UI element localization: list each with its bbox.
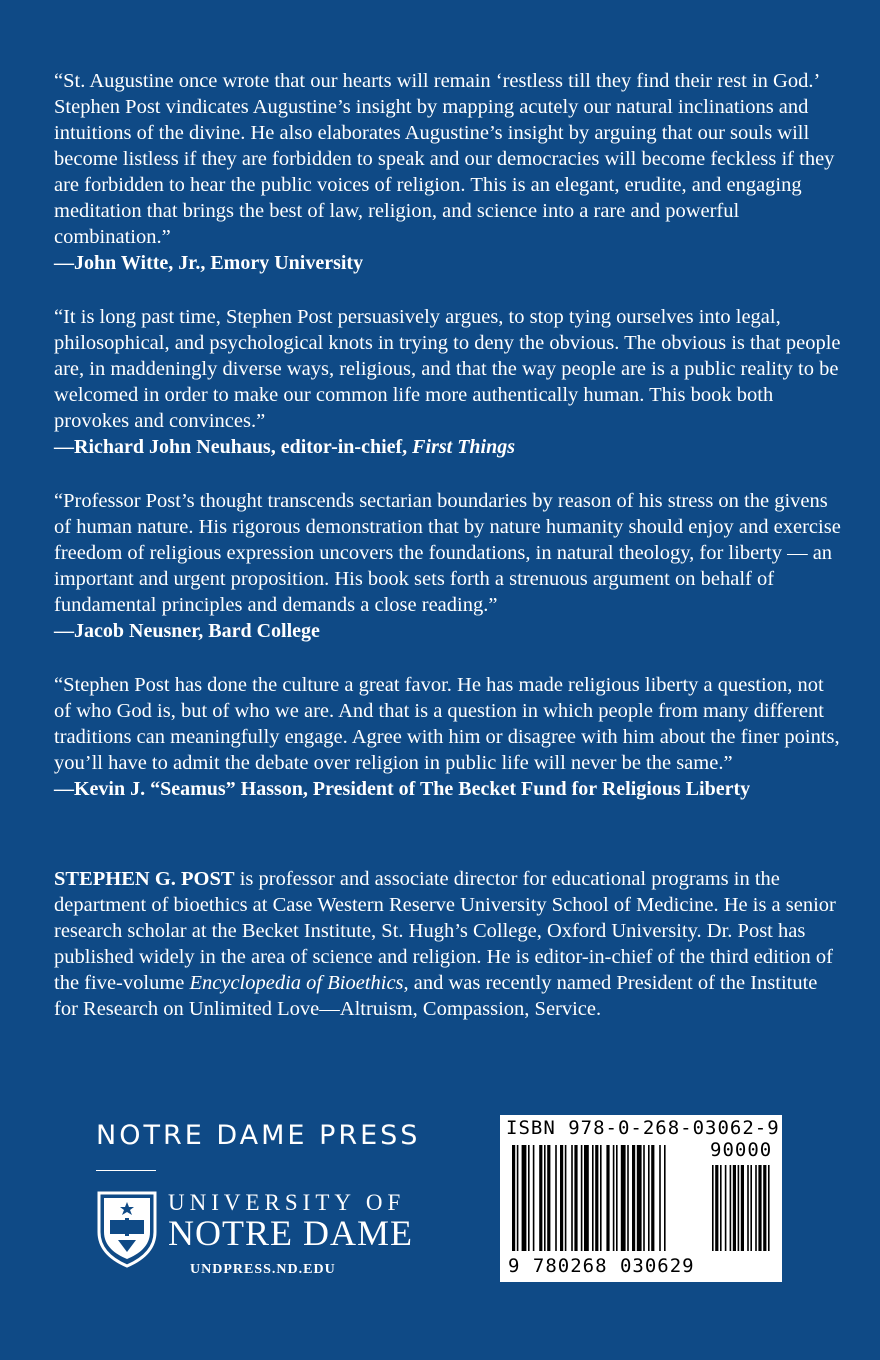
barcode-bar: [539, 1145, 542, 1251]
university-name-line1: UNIVERSITY OF: [168, 1190, 406, 1215]
barcode-bar: [659, 1145, 661, 1251]
endorsement-witte: [54, 68, 844, 276]
addon-bar: [768, 1165, 770, 1251]
barcode-digits: 9 780268 030629: [508, 1255, 695, 1277]
addon-bar: [755, 1165, 757, 1251]
author-name: STEPHEN G. POST: [54, 868, 235, 890]
divider: [96, 1170, 156, 1171]
endorsements: [54, 68, 844, 830]
press-url: UNDPRESS.ND.EDU: [190, 1262, 336, 1277]
barcode-bar: [632, 1145, 635, 1251]
press-name: NOTRE DAME PRESS: [96, 1120, 421, 1151]
addon-bar: [720, 1165, 722, 1251]
endorsement-neusner: [54, 488, 844, 644]
barcode-bar: [613, 1145, 615, 1251]
price-addon-code: 90000: [710, 1139, 773, 1161]
addon-bar: [763, 1165, 766, 1251]
barcode-bar: [555, 1145, 557, 1251]
barcode-bar: [648, 1145, 650, 1251]
barcode-bar: [544, 1145, 546, 1251]
bio-text: is professor and associate director for educational programs in the department of bioethics at Case Western Reserve University School of Medicine. He is a senior research scholar at the Becket Institute, St. Hugh’s College, Oxford University. Dr. Post has published widely in the area of science and religion. He is editor-in-chief of the third edition of the five-volume: [54, 868, 836, 994]
barcode-bar: [512, 1145, 515, 1251]
endorsement-attribution: —Kevin J. “Seamus” Hasson, President of The Becket Fund for Religious Liberty: [54, 778, 751, 800]
author-bio: [54, 866, 844, 1022]
publication-title: First Things: [412, 436, 515, 458]
endorsement-quote: “St. Augustine once wrote that our hearts will remain ‘restless till they find their rest in God.’ Stephen Post vindicates Augustine’s insight by mapping acutely our natural inclinations and intuitions of the divine. He also elaborates Augustine’s insight by arguing that our souls will become listless if they are forbidden to speak and our democracies will become feckless if they are forbidden to hear the public voices of religion. This is an elegant, erudite, and engaging meditation that brings the best of law, religion, and science into a rare and powerful combination.”: [54, 70, 835, 248]
addon-bar: [741, 1165, 744, 1251]
addon-bar: [750, 1165, 752, 1251]
barcode-bar: [621, 1145, 626, 1251]
barcode-bar: [547, 1145, 550, 1251]
endorsement-quote: “Stephen Post has done the culture a great favor. He has made religious liberty a question, not of who God is, but of who we are. And that is a question in which people from many different traditions can meaningfully engage. Agree with him or disagree with him about the finer points, you’ll have to admit the debate over religion in public life will never be the same.”: [54, 674, 840, 774]
barcode-bar: [517, 1145, 519, 1251]
endorsement-hasson: [54, 672, 844, 802]
barcode-bar: [606, 1145, 609, 1251]
encyclopedia-title: Encyclopedia of Bioethics: [189, 972, 404, 994]
barcode-bar: [600, 1145, 602, 1251]
barcode-bar: [637, 1145, 642, 1251]
endorsement-neuhaus: [54, 304, 844, 460]
addon-bar: [730, 1165, 732, 1251]
isbn-label: ISBN 978-0-268-03062-9: [506, 1117, 780, 1139]
barcode-bar: [560, 1145, 563, 1251]
isbn-barcode: [500, 1115, 782, 1282]
barcode-bar: [592, 1145, 594, 1251]
university-name-line2: NOTRE DAME: [168, 1213, 413, 1253]
barcode-bar: [528, 1145, 530, 1251]
endorsement-attribution: —Jacob Neusner, Bard College: [54, 620, 320, 642]
addon-bar: [747, 1165, 749, 1251]
barcode-bar: [565, 1145, 567, 1251]
endorsement-quote: “Professor Post’s thought transcends sectarian boundaries by reason of his stress on the givens of human nature. His rigorous demonstration that by nature humanity should enjoy and exercise freedom of religious expression uncovers the foundations, in natural theology, for liberty — an important and urgent proposition. His book sets forth a strenuous argument on behalf of fundamental principles and demands a close reading.”: [54, 490, 841, 616]
addon-bar: [712, 1165, 714, 1251]
addon-bar: [733, 1165, 736, 1251]
barcode-bar: [595, 1145, 598, 1251]
addon-bar: [715, 1165, 718, 1251]
barcode-bar: [574, 1145, 577, 1251]
barcode-bar: [522, 1145, 527, 1251]
barcode-bar: [664, 1145, 666, 1251]
barcode-bar: [584, 1145, 589, 1251]
barcode-bar: [651, 1145, 654, 1251]
endorsement-attribution: —John Witte, Jr., Emory University: [54, 252, 364, 274]
bio-text-end: , and was recently named President of the Institute for Research on Unlimited Love—Altruism, Compassion, Service.: [54, 972, 818, 1020]
barcode-bar: [533, 1145, 535, 1251]
addon-bar: [758, 1165, 761, 1251]
barcode-bar: [627, 1145, 629, 1251]
endorsement-quote: “It is long past time, Stephen Post persuasively argues, to stop tying ourselves into legal, philosophical, and psychological knots in trying to deny the obvious. The obvious is that people are, in maddeningly diverse ways, religious, and that the way people are is a public reality to be welcomed in order to make our common life more authentically human. This book both provokes and convinces.”: [54, 306, 841, 432]
barcode-bar: [571, 1145, 573, 1251]
barcode-bar: [643, 1145, 645, 1251]
attribution-text: —Richard John Neuhaus, editor-in-chief,: [54, 436, 413, 458]
addon-bar: [738, 1165, 740, 1251]
barcode-bar: [616, 1145, 618, 1251]
notre-dame-shield-icon: [96, 1190, 158, 1268]
addon-bar: [725, 1165, 727, 1251]
barcode-bar: [581, 1145, 583, 1251]
endorsement-attribution: [54, 434, 844, 460]
